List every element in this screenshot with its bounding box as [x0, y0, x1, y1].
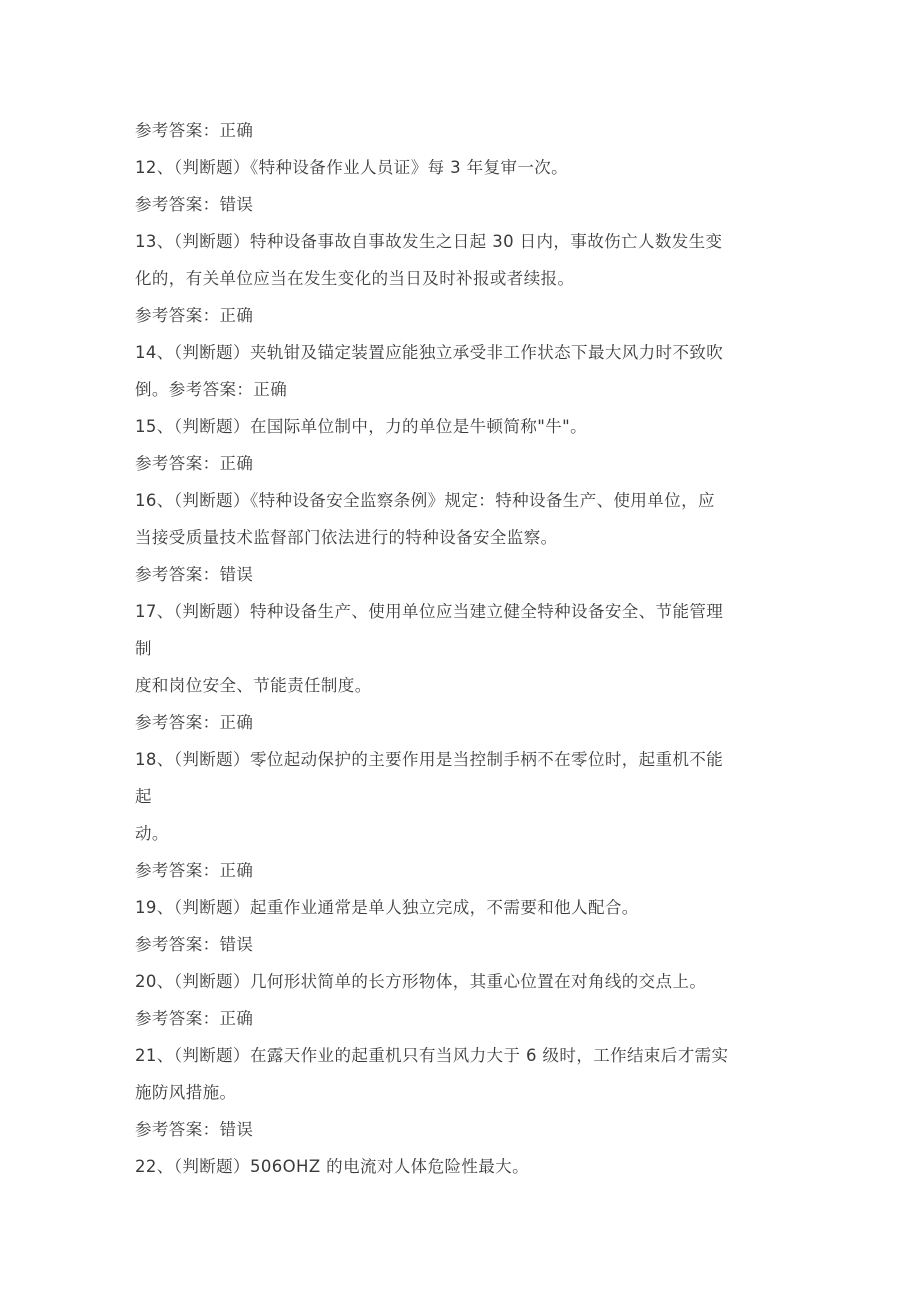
answer-line: 参考答案：错误	[135, 1120, 254, 1139]
question-19: 19、（判断题）起重作业通常是单人独立完成，不需要和他人配合。	[135, 898, 639, 917]
question-12: 12、（判断题）《特种设备作业人员证》每 3 年复审一次。	[135, 158, 569, 177]
question-18-continued: 动。	[135, 824, 169, 843]
question-list	[135, 112, 795, 1185]
question-18-continued: 起	[135, 787, 152, 806]
question-15: 15、（判断题）在国际单位制中，力的单位是牛顿简称"牛"。	[135, 417, 588, 436]
answer-line: 参考答案：正确	[135, 121, 254, 140]
answer-line: 参考答案：正确	[135, 713, 254, 732]
question-22: 22、（判断题）506OHZ 的电流对人体危险性最大。	[135, 1157, 529, 1176]
answer-line: 参考答案：正确	[135, 454, 254, 473]
answer-line: 参考答案：正确	[135, 861, 254, 880]
answer-line: 参考答案：错误	[135, 565, 254, 584]
question-14-continued: 倒。参考答案：正确	[135, 380, 288, 399]
question-13-continued: 化的，有关单位应当在发生变化的当日及时补报或者续报。	[135, 269, 575, 288]
question-21: 21、（判断题）在露天作业的起重机只有当风力大于 6 级时，工作结束后才需实	[135, 1046, 729, 1065]
question-21-continued: 施防风措施。	[135, 1083, 237, 1102]
question-18: 18、（判断题）零位起动保护的主要作用是当控制手柄不在零位时，起重机不能	[135, 750, 724, 769]
question-17: 17、（判断题）特种设备生产、使用单位应当建立健全特种设备安全、节能管理	[135, 602, 724, 621]
answer-line: 参考答案：正确	[135, 306, 254, 325]
answer-line: 参考答案：正确	[135, 1009, 254, 1028]
answer-line: 参考答案：错误	[135, 195, 254, 214]
question-20: 20、（判断题）几何形状简单的长方形物体，其重心位置在对角线的交点上。	[135, 972, 707, 991]
question-16-continued: 当接受质量技术监督部门依法进行的特种设备安全监察。	[135, 528, 558, 547]
question-14: 14、（判断题）夹轨钳及锚定装置应能独立承受非工作状态下最大风力时不致吹	[135, 343, 724, 362]
question-17-continued: 制	[135, 639, 152, 658]
answer-line: 参考答案：错误	[135, 935, 254, 954]
question-16: 16、（判断题）《特种设备安全监察条例》规定：特种设备生产、使用单位，应	[135, 491, 715, 510]
question-17-continued: 度和岗位安全、节能责任制度。	[135, 676, 372, 695]
question-13: 13、（判断题）特种设备事故自事故发生之日起 30 日内，事故伤亡人数发生变	[135, 232, 723, 251]
